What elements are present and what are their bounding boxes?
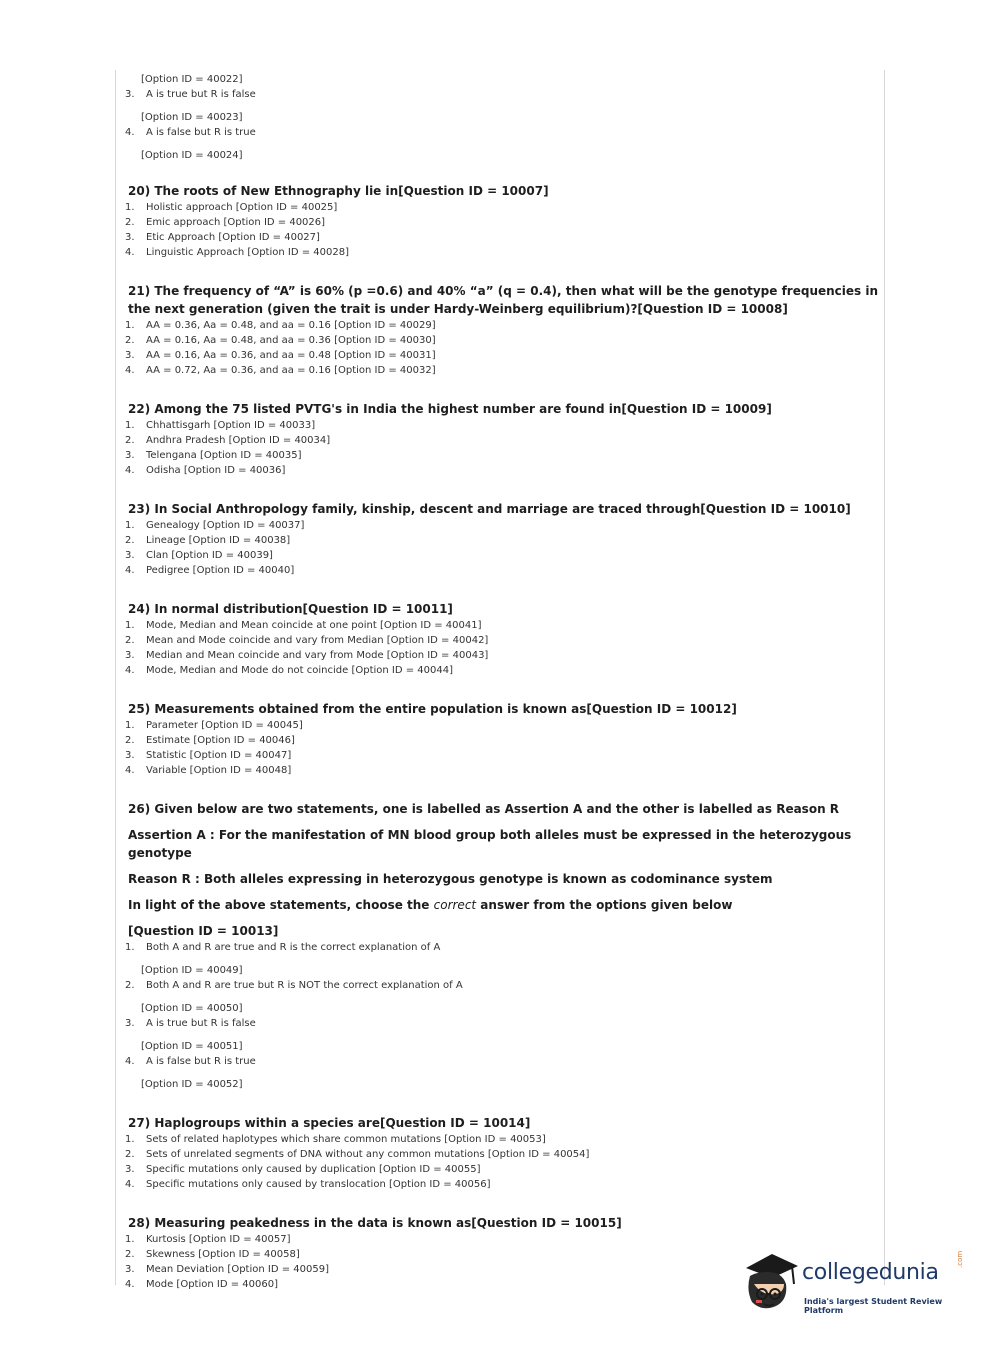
option-text: Mean Deviation [Option ID = 40059]	[146, 1264, 329, 1275]
option-item	[120, 230, 880, 245]
option-item	[120, 200, 880, 215]
brand-domain: .com	[956, 1250, 964, 1268]
option-number: 1.	[125, 520, 135, 531]
option-text: A is true but R is false	[146, 89, 256, 100]
collegedunia-logo[interactable]	[742, 1250, 972, 1316]
option-number: 2.	[125, 435, 135, 446]
option-item	[120, 1054, 880, 1069]
option-item	[120, 1016, 880, 1031]
option-text: Specific mutations only caused by translocation [Option ID = 40056]	[146, 1179, 491, 1190]
page-border-left	[115, 70, 116, 1285]
option-id: [Option ID = 40050]	[141, 1003, 243, 1014]
option-number: 2.	[125, 735, 135, 746]
option-item	[120, 548, 880, 563]
option-number: 4.	[125, 127, 135, 138]
option-id: [Option ID = 40051]	[141, 1041, 243, 1052]
option-number: 1.	[125, 1234, 135, 1245]
option-text: Variable [Option ID = 40048]	[146, 765, 292, 776]
option-text: AA = 0.16, Aa = 0.36, and aa = 0.48 [Option ID = 40031]	[146, 350, 436, 361]
option-item	[120, 663, 880, 678]
option-text: Pedigree [Option ID = 40040]	[146, 565, 295, 576]
option-text: Mode, Median and Mean coincide at one point [Option ID = 40041]	[146, 620, 482, 631]
option-item	[120, 718, 880, 733]
option-number: 1.	[125, 420, 135, 431]
option-number: 3.	[125, 750, 135, 761]
option-item	[120, 648, 880, 663]
option-number: 3.	[125, 1018, 135, 1029]
option-text: Emic approach [Option ID = 40026]	[146, 217, 326, 228]
option-number: 1.	[125, 942, 135, 953]
option-item	[120, 318, 880, 333]
option-item	[120, 418, 880, 433]
option-id: [Option ID = 40024]	[141, 150, 243, 161]
option-text: Kurtosis [Option ID = 40057]	[146, 1234, 291, 1245]
option-number: 4.	[125, 665, 135, 676]
option-text: Parameter [Option ID = 40045]	[146, 720, 303, 731]
option-id: [Option ID = 40022]	[141, 74, 243, 85]
option-number: 1.	[125, 620, 135, 631]
option-text: AA = 0.36, Aa = 0.48, and aa = 0.16 [Option ID = 40029]	[146, 320, 436, 331]
option-item	[120, 518, 880, 533]
option-number: 2.	[125, 1249, 135, 1260]
option-text: AA = 0.72, Aa = 0.36, and aa = 0.16 [Option ID = 40032]	[146, 365, 436, 376]
option-item	[120, 563, 880, 578]
option-text: Mean and Mode coincide and vary from Median [Option ID = 40042]	[146, 635, 489, 646]
option-item	[120, 748, 880, 763]
question-id: [Question ID = 10013]	[128, 924, 279, 938]
option-text: Statistic [Option ID = 40047]	[146, 750, 292, 761]
question-title: 22) Among the 75 listed PVTG's in India the highest number are found in[Question ID = 10009]	[128, 402, 772, 416]
option-item	[120, 633, 880, 648]
option-item	[120, 1162, 880, 1177]
option-text: Specific mutations only caused by duplication [Option ID = 40055]	[146, 1164, 481, 1175]
option-number: 3.	[125, 350, 135, 361]
option-item	[120, 215, 880, 230]
option-number: 2.	[125, 335, 135, 346]
option-number: 4.	[125, 365, 135, 376]
option-text: Mode, Median and Mode do not coincide [Option ID = 40044]	[146, 665, 454, 676]
option-item	[120, 125, 880, 140]
option-text: Sets of related haplotypes which share common mutations [Option ID = 40053]	[146, 1134, 546, 1145]
option-id: [Option ID = 40052]	[141, 1079, 243, 1090]
option-item	[120, 1232, 880, 1247]
option-number: 4.	[125, 765, 135, 776]
question-title: 28) Measuring peakedness in the data is known as[Question ID = 10015]	[128, 1216, 622, 1230]
option-item	[120, 448, 880, 463]
option-text: Etic Approach [Option ID = 40027]	[146, 232, 320, 243]
option-item	[120, 363, 880, 378]
option-item	[120, 333, 880, 348]
option-number: 1.	[125, 202, 135, 213]
option-text: Andhra Pradesh [Option ID = 40034]	[146, 435, 331, 446]
option-number: 3.	[125, 232, 135, 243]
question-21	[120, 282, 880, 378]
option-number: 1.	[125, 1134, 135, 1145]
option-number: 3.	[125, 89, 135, 100]
option-text: Telengana [Option ID = 40035]	[146, 450, 302, 461]
option-text: Clan [Option ID = 40039]	[146, 550, 273, 561]
question-title: 23) In Social Anthropology family, kinship, descent and marriage are traced through[Question ID = 10010]	[128, 502, 851, 516]
question-23	[120, 500, 880, 578]
option-item	[120, 618, 880, 633]
instruction-statement	[120, 896, 880, 914]
option-number: 3.	[125, 550, 135, 561]
option-text: Holistic approach [Option ID = 40025]	[146, 202, 338, 213]
question-title: 21) The frequency of “A” is 60% (p =0.6) and 40% “a” (q = 0.4), then what will be the genotype frequencies in the next generation (given the trait is under Hardy-Weinberg equilibrium)?[Question ID = 10008]	[128, 284, 879, 316]
instruction-text: answer from the options given below	[476, 898, 733, 912]
option-number: 4.	[125, 565, 135, 576]
question-title: 27) Haplogroups within a species are[Question ID = 10014]	[128, 1116, 531, 1130]
brand-name: collegedunia	[802, 1260, 939, 1285]
option-item	[120, 733, 880, 748]
mascot-icon	[742, 1250, 802, 1316]
question-title: 20) The roots of New Ethnography lie in[Question ID = 10007]	[128, 184, 549, 198]
page-border-right	[884, 70, 885, 1285]
option-text: Genealogy [Option ID = 40037]	[146, 520, 305, 531]
prev-question-options	[120, 72, 880, 163]
reason-statement: Reason R : Both alleles expressing in heterozygous genotype is known as codominance system	[128, 872, 773, 886]
option-number: 4.	[125, 1056, 135, 1067]
option-text: A is true but R is false	[146, 1018, 256, 1029]
option-item	[120, 245, 880, 260]
instruction-text: In light of the above statements, choose the	[128, 898, 434, 912]
option-text: Chhattisgarh [Option ID = 40033]	[146, 420, 316, 431]
option-text: A is false but R is true	[146, 1056, 256, 1067]
question-paper	[120, 72, 880, 1292]
option-number: 3.	[125, 450, 135, 461]
option-number: 4.	[125, 1179, 135, 1190]
brand-tagline: India's largest Student Review Platform	[804, 1297, 943, 1315]
assertion-statement: Assertion A : For the manifestation of MN blood group both alleles must be expressed in the heterozygous genotype	[128, 828, 852, 860]
option-item	[120, 1177, 880, 1192]
question-20	[120, 182, 880, 260]
question-25	[120, 700, 880, 778]
option-item	[120, 940, 880, 955]
option-text: Estimate [Option ID = 40046]	[146, 735, 295, 746]
option-item	[120, 1132, 880, 1147]
option-text: AA = 0.16, Aa = 0.48, and aa = 0.36 [Option ID = 40030]	[146, 335, 436, 346]
option-number: 2.	[125, 217, 135, 228]
option-item	[120, 433, 880, 448]
question-27	[120, 1114, 880, 1192]
option-text: Both A and R are true and R is the correct explanation of A	[146, 942, 441, 953]
option-text: Lineage [Option ID = 40038]	[146, 535, 291, 546]
option-id: [Option ID = 40023]	[141, 112, 243, 123]
option-text: Skewness [Option ID = 40058]	[146, 1249, 300, 1260]
option-text: Median and Mean coincide and vary from Mode [Option ID = 40043]	[146, 650, 489, 661]
instruction-emphasis: correct	[433, 898, 477, 912]
option-number: 2.	[125, 980, 135, 991]
option-number: 2.	[125, 535, 135, 546]
option-item	[120, 348, 880, 363]
option-item	[120, 87, 880, 102]
option-number: 3.	[125, 1164, 135, 1175]
option-number: 2.	[125, 1149, 135, 1160]
option-item	[120, 1147, 880, 1162]
option-number: 1.	[125, 320, 135, 331]
option-text: Both A and R are true but R is NOT the correct explanation of A	[146, 980, 463, 991]
option-item	[120, 978, 880, 993]
option-id: [Option ID = 40049]	[141, 965, 243, 976]
option-item	[120, 533, 880, 548]
option-number: 2.	[125, 635, 135, 646]
question-title: 24) In normal distribution[Question ID = 10011]	[128, 602, 453, 616]
option-item	[120, 763, 880, 778]
option-text: Linguistic Approach [Option ID = 40028]	[146, 247, 349, 258]
option-text: Odisha [Option ID = 40036]	[146, 465, 286, 476]
option-item	[120, 463, 880, 478]
option-number: 4.	[125, 465, 135, 476]
option-number: 3.	[125, 650, 135, 661]
question-22	[120, 400, 880, 478]
option-number: 3.	[125, 1264, 135, 1275]
option-number: 4.	[125, 247, 135, 258]
option-number: 4.	[125, 1279, 135, 1290]
question-26	[120, 800, 880, 1092]
question-title: 25) Measurements obtained from the entire population is known as[Question ID = 10012]	[128, 702, 737, 716]
question-title: 26) Given below are two statements, one is labelled as Assertion A and the other is labelled as Reason R	[128, 802, 840, 816]
option-number: 1.	[125, 720, 135, 731]
option-text: A is false but R is true	[146, 127, 256, 138]
option-text: Mode [Option ID = 40060]	[146, 1279, 278, 1290]
option-text: Sets of unrelated segments of DNA without any common mutations [Option ID = 40054]	[146, 1149, 590, 1160]
question-24	[120, 600, 880, 678]
